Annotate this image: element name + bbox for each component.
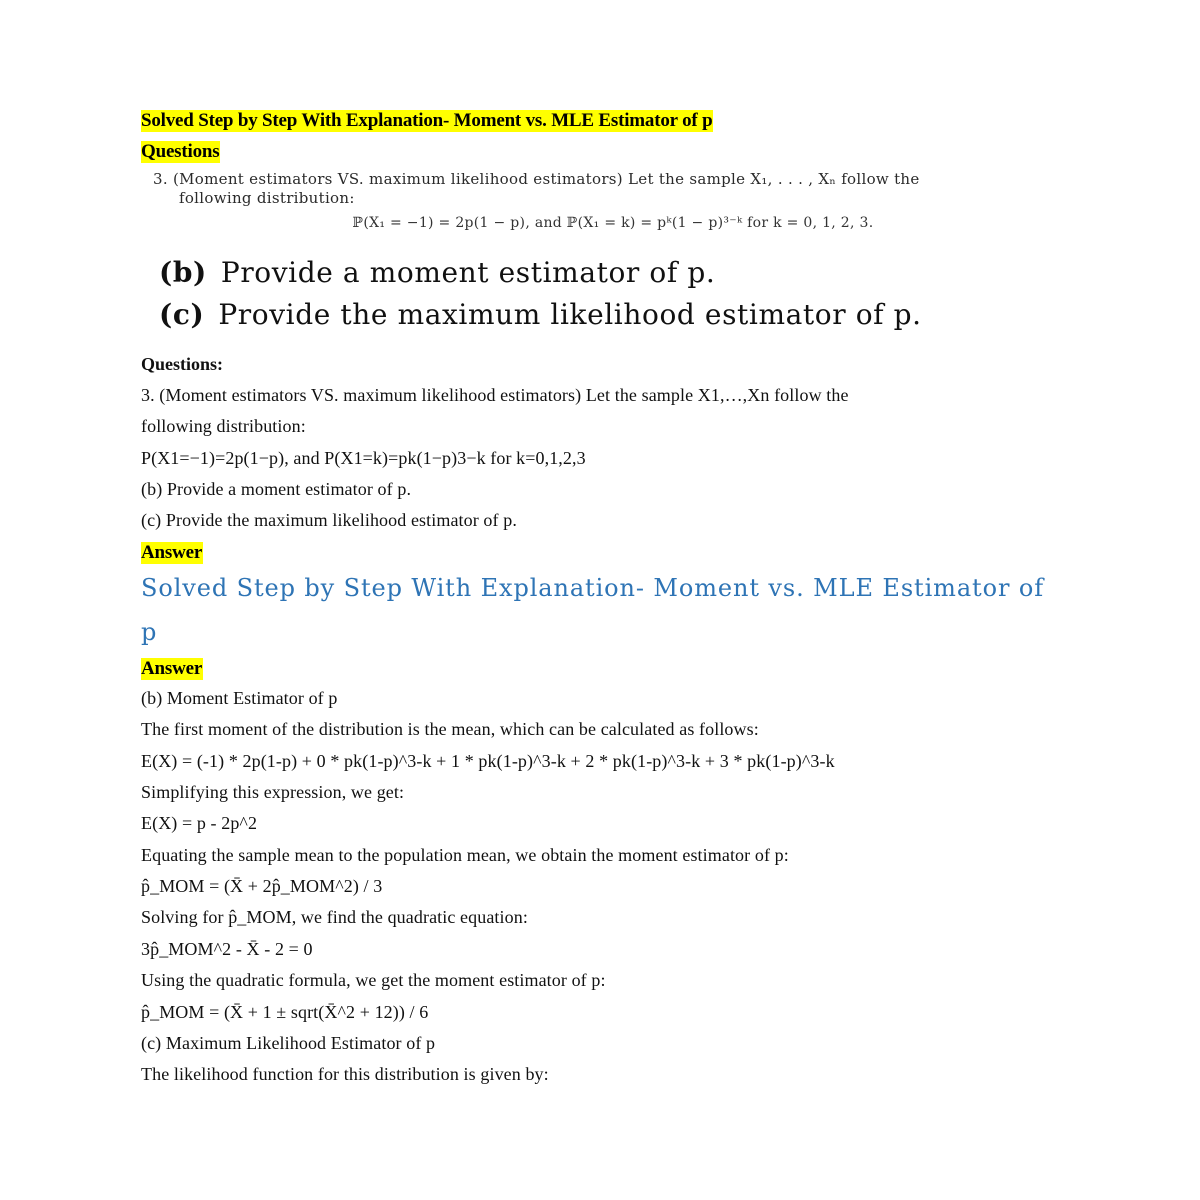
answer-label-line-2: [141, 658, 203, 680]
question-image-part-c: [159, 298, 922, 331]
answer-line: (c) Maximum Likelihood Estimator of p: [141, 1033, 436, 1053]
questions-highlight: Questions: [141, 141, 220, 162]
question-text-part-b: (b) Provide a moment estimator of p.: [141, 479, 412, 499]
part-b-label: (b): [159, 256, 207, 289]
question-image: [153, 170, 1073, 231]
question-image-text: [153, 170, 1073, 208]
answer-line: p̂_MOM = (X̄ + 2p̂_MOM^2) / 3: [141, 876, 383, 896]
answer-line: E(X) = p - 2p^2: [141, 813, 258, 833]
question-image-part-b: [159, 256, 715, 289]
answer-line: The likelihood function for this distribution is given by:: [141, 1064, 549, 1084]
answer-line: The first moment of the distribution is the mean, which can be calculated as follows:: [141, 719, 759, 739]
question-text-part-c: (c) Provide the maximum likelihood estimator of p.: [141, 510, 517, 530]
answer-line: p̂_MOM = (X̄ + 1 ± sqrt(X̄^2 + 12)) / 6: [141, 1002, 429, 1022]
answer-line: Equating the sample mean to the population mean, we obtain the moment estimator of p:: [141, 845, 789, 865]
title-line: [141, 110, 713, 132]
question-image-line-1: 3. (Moment estimators VS. maximum likelihood estimators) Let the sample X₁, . . . , Xₙ follow the: [153, 170, 920, 188]
blue-heading-line-1: Solved Step by Step With Explanation- Moment vs. MLE Estimator of: [141, 574, 1044, 602]
answer-line: Using the quadratic formula, we get the moment estimator of p:: [141, 970, 606, 990]
answer-line: Solving for p̂_MOM, we find the quadratic equation:: [141, 907, 528, 927]
question-image-line-2: following distribution:: [179, 189, 355, 207]
question-text-line-1: 3. (Moment estimators VS. maximum likelihood estimators) Let the sample X1,…,Xn follow the: [141, 385, 849, 405]
answer-highlight-1: Answer: [141, 542, 203, 563]
part-c-label: (c): [159, 298, 205, 331]
questions-label-line: [141, 141, 220, 163]
blue-heading-line-2: p: [141, 618, 158, 646]
question-image-equation: ℙ(X₁ = −1) = 2p(1 − p), and ℙ(X₁ = k) = pᵏ(1 − p)³⁻ᵏ for k = 0, 1, 2, 3.: [352, 215, 874, 231]
answer-label-line-1: [141, 542, 203, 564]
title-highlight: Solved Step by Step With Explanation- Moment vs. MLE Estimator of p: [141, 110, 713, 131]
answer-highlight-2: Answer: [141, 658, 203, 679]
answer-line: (b) Moment Estimator of p: [141, 688, 338, 708]
answer-line: E(X) = (-1) * 2p(1-p) + 0 * pk(1-p)^3-k + 1 * pk(1-p)^3-k + 2 * pk(1-p)^3-k + 3 * pk(1-p)^3-k: [141, 751, 835, 771]
answer-line: Simplifying this expression, we get:: [141, 782, 405, 802]
part-b-text: Provide a moment estimator of p.: [220, 256, 716, 289]
question-text-line-3: P(X1=−1)=2p(1−p), and P(X1=k)=pk(1−p)3−k for k=0,1,2,3: [141, 448, 586, 468]
answer-line: 3p̂_MOM^2 - X̄ - 2 = 0: [141, 939, 313, 959]
part-c-text: Provide the maximum likelihood estimator of p.: [218, 298, 922, 331]
questions-heading: Questions:: [141, 354, 224, 374]
question-text-line-2: following distribution:: [141, 416, 306, 436]
